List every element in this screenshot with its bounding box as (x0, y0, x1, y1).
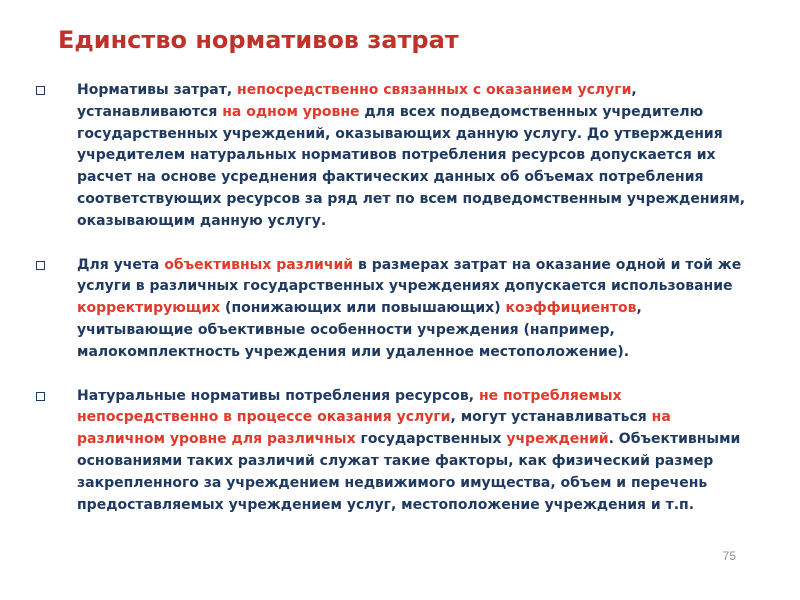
text-segment: в размерах затрат на оказание одной и той же услуги в различных государственных учреждениях допускается использование (77, 256, 742, 295)
highlighted-text: не потребляемых непосредственно в процессе оказания услуги (77, 387, 622, 426)
highlighted-text: коэффициентов (505, 300, 637, 317)
text-segment: , учитывающие объективные особенности учреждения (например, малокомплектность учреждения или удаленное местоположение). (77, 300, 642, 360)
highlighted-text: непосредственно связанных с оказанием услуги (237, 82, 632, 98)
bullet-item (36, 80, 748, 233)
text-segment: Нормативы затрат, (77, 82, 238, 98)
text-segment: для всех подведомственных учредителю государственных учреждений, оказывающих данную услугу. До утверждения учредителем натуральных нормативов потребления ресурсов допускается их расчет на основе усреднения фактических данных об объемах потребления соответствующих ресурсов за ряд лет по всем подведомственным учреждениям, оказывающим данную услугу. (77, 103, 746, 229)
highlighted-text: на различном уровне для различных (77, 409, 671, 448)
square-bullet-icon (36, 261, 45, 270)
text-segment: Для учета (77, 256, 165, 273)
highlighted-text: корректирующих (77, 300, 221, 317)
square-bullet-icon (36, 392, 45, 401)
text-segment: , устанавливаются (77, 82, 637, 120)
text-segment: . Объективными основаниями таких различий служат такие факторы, как физический размер закрепленного за учреждением недвижимого имущества, объем и перечень предоставляемых учреждением услуг, местоположение учреждения и т.п. (77, 431, 741, 513)
text-segment: государственных (355, 431, 507, 448)
text-segment: (понижающих или повышающих) (220, 300, 506, 317)
highlighted-text: на одном уровне (222, 103, 360, 120)
bullet-text (77, 386, 748, 517)
page-number: 75 (722, 549, 736, 563)
highlighted-text: учреждений (506, 431, 609, 448)
bullet-list (36, 80, 748, 516)
bullet-text (77, 255, 748, 364)
bullet-item (36, 386, 748, 517)
bullet-text (77, 80, 748, 233)
square-bullet-icon (36, 86, 45, 95)
text-segment: , могут устанавливаться (450, 409, 652, 426)
highlighted-text: объективных различий (164, 256, 354, 273)
bullet-item (36, 255, 748, 364)
text-segment: Натуральные нормативы потребления ресурсов, (77, 387, 479, 404)
slide-title: Единство нормативов затрат (58, 26, 459, 54)
